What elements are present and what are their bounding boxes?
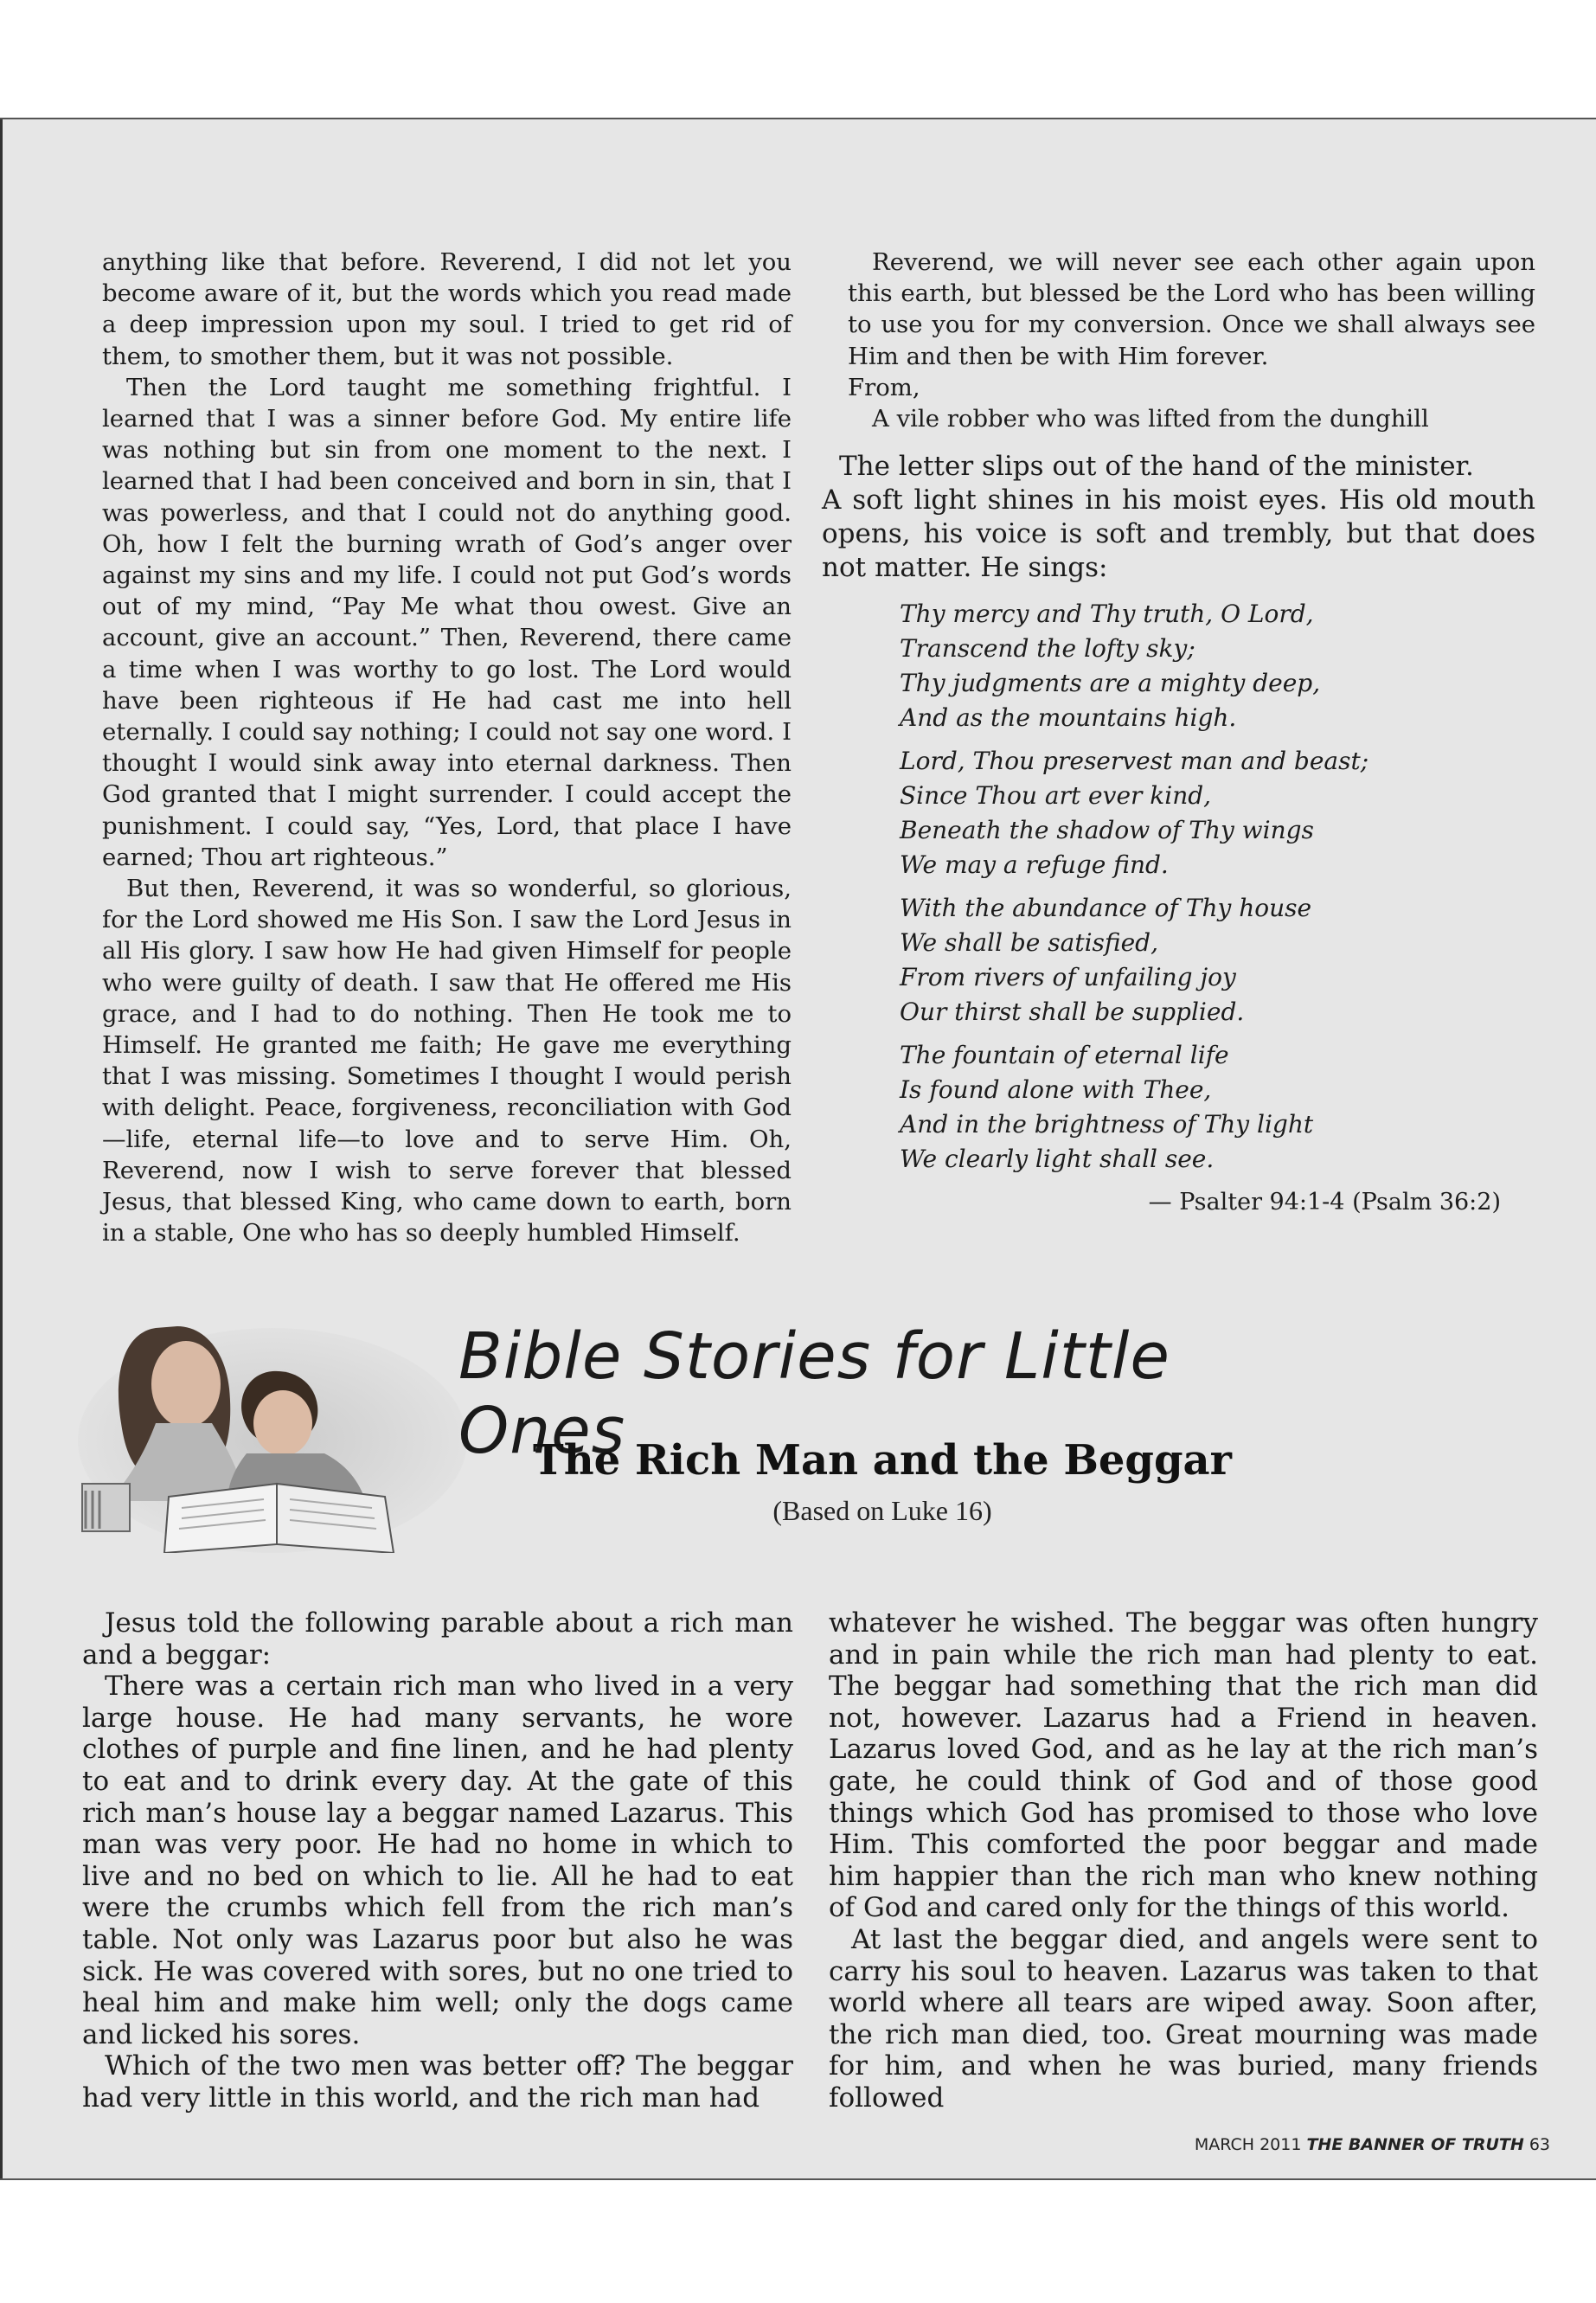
story-left-column [82, 1607, 793, 2114]
children-reading-photo [74, 1293, 471, 1553]
paragraph: But then, Reverend, it was so wonderful, so glorious, for the Lord showed me His Son. I saw the Lord Jesus in all His glory. I saw how He had given Himself for people who were guilty of death. I saw that He offered me His grace, and I had to do nothing. Then He took me to Himself. He granted me faith; He gave me everything that I was missing. Sometimes I thought I would perish with delight. Peace, forgiveness, reconciliation with God—life, eternal life—to love and to serve Him. Oh, Reverend, now I wish to serve forever that blessed Jesus, that blessed King, who came down to earth, born in a stable, One who has so deeply humbled Himself. [102, 875, 792, 1248]
story-right-column [829, 1607, 1538, 2114]
poem-stanza [900, 891, 1535, 1030]
poem-line: Is found alone with Thee, [900, 1075, 1212, 1105]
paragraph: Which of the two men was better off? The beggar had very little in this world, and the rich man had [82, 2050, 793, 2114]
narration-line: A soft light shines in his moist eyes. His old mouth opens, his voice is soft and trembly, but that does not matter. He sings: [822, 484, 1535, 584]
letter-signature: A vile robber who was lifted from the dunghill [872, 405, 1429, 433]
poem-line: We shall be satisfied, [900, 928, 1158, 958]
section-header: Bible Stories for Little Ones [458, 1319, 1170, 1468]
poem-line: Lord, Thou preservest man and beast; [900, 747, 1369, 776]
poem-line: We may a refuge find. [900, 850, 1169, 880]
narration [822, 450, 1535, 585]
poem-stanza [900, 1038, 1535, 1177]
upper-right-column [822, 247, 1535, 1220]
story-title: The Rich Man and the Beggar [533, 1436, 1232, 1485]
magazine-name: THE BANNER OF TRUTH [1306, 2135, 1524, 2154]
story-subtitle: (Based on Luke 16) [772, 1495, 992, 1526]
letter-from: From, [848, 373, 920, 401]
psalter-poem [900, 597, 1535, 1220]
poem-line: Thy mercy and Thy truth, O Lord, [900, 600, 1314, 629]
narration-line: The letter slips out of the hand of the minister. [839, 451, 1474, 483]
poem-stanza [900, 744, 1535, 882]
poem-line: With the abundance of Thy house [900, 894, 1312, 923]
upper-left-column [102, 247, 792, 1249]
paragraph: Jesus told the following parable about a rich man and a beggar: [82, 1607, 793, 1671]
page-number: 63 [1529, 2135, 1550, 2154]
poem-reference: — Psalter 94:1-4 (Psalm 36:2) [1148, 1189, 1501, 1216]
poem-line: Transcend the lofty sky; [900, 634, 1195, 664]
poem-line: We clearly light shall see. [900, 1145, 1215, 1174]
poem-line: And in the brightness of Thy light [900, 1110, 1314, 1139]
poem-line: The fountain of eternal life [900, 1041, 1229, 1070]
paragraph: At last the beggar died, and angels were sent to carry his soul to heaven. Lazarus was taken to that world where all tears are wiped away. Soon after, the rich man died, too. Great mourning was made for him, and when he was buried, many friends followed [829, 1923, 1538, 2114]
issue-date: MARCH 2011 [1194, 2135, 1302, 2154]
poem-line: Thy judgments are a mighty deep, [900, 669, 1321, 698]
paragraph: whatever he wished. The beggar was often hungry and in pain while the rich man had plenty to eat. The beggar had something that the rich man did not, however. Lazarus had a Friend in heaven. Lazarus loved God, and as he lay at the rich man’s gate, he could think of God and of those good things which God has promised to those who love Him. This comforted the poor beggar and made him happier than the rich man who knew nothing of God and cared only for the things of this world. [829, 1607, 1538, 1924]
letter-close: Reverend, we will never see each other again upon this earth, but blessed be the Lord who has been willing to use you for my conversion. Once we shall always see Him and then be with Him forever. [848, 248, 1535, 370]
paragraph: There was a certain rich man who lived in a very large house. He had many servants, he wore clothes of purple and fine linen, and he had plenty to eat and to drink every day. At the gate of this rich man’s house lay a beggar named Lazarus. This man was very poor. He had no home in which to live and no bed on which to lie. All he had to eat were the crumbs which fell from the rich man’s table. Not only was Lazarus poor but also he was sick. He was covered with sores, but no one tried to heal him and make him well; only the dogs came and licked his sores. [82, 1671, 793, 2050]
page-footer [1125, 2135, 1550, 2154]
scan-margin-bottom [0, 2178, 1596, 2303]
paragraph: Then the Lord taught me something frightful. I learned that I was a sinner before God. My entire life was nothing but sin from one moment to the next. I learned that I had been conceived and born in sin, that I was powerless, and that I could not do anything good. Oh, how I felt the burning wrath of God’s anger over against my sins and my life. I could not put God’s words out of my mind, “Pay Me what thou owest. Give an account, give an account.” Then, Reverend, there came a time when I was worthy to go lost. The Lord would have been righteous if He had cast me into hell eternally. I could say nothing; I could not say one word. I thought I would sink away into eternal darkness. Then God granted that I might surrender. I could accept the punishment. I could say, “Yes, Lord, that place I have earned; Thou art righteous.” [102, 373, 792, 871]
poem-line: Since Thou art ever kind, [900, 781, 1212, 811]
poem-line: Our thirst shall be supplied. [900, 998, 1245, 1027]
scan-margin-top [0, 0, 1596, 119]
poem-line: From rivers of unfailing joy [900, 963, 1236, 992]
poem-stanza [900, 597, 1535, 735]
paragraph: anything like that before. Reverend, I did not let you become aware of it, but the words which you read made a deep impression upon my soul. I tried to get rid of them, to smother them, but it was not possible. [102, 248, 792, 370]
poem-line: And as the mountains high. [900, 703, 1237, 733]
poem-line: Beneath the shadow of Thy wings [900, 816, 1314, 845]
